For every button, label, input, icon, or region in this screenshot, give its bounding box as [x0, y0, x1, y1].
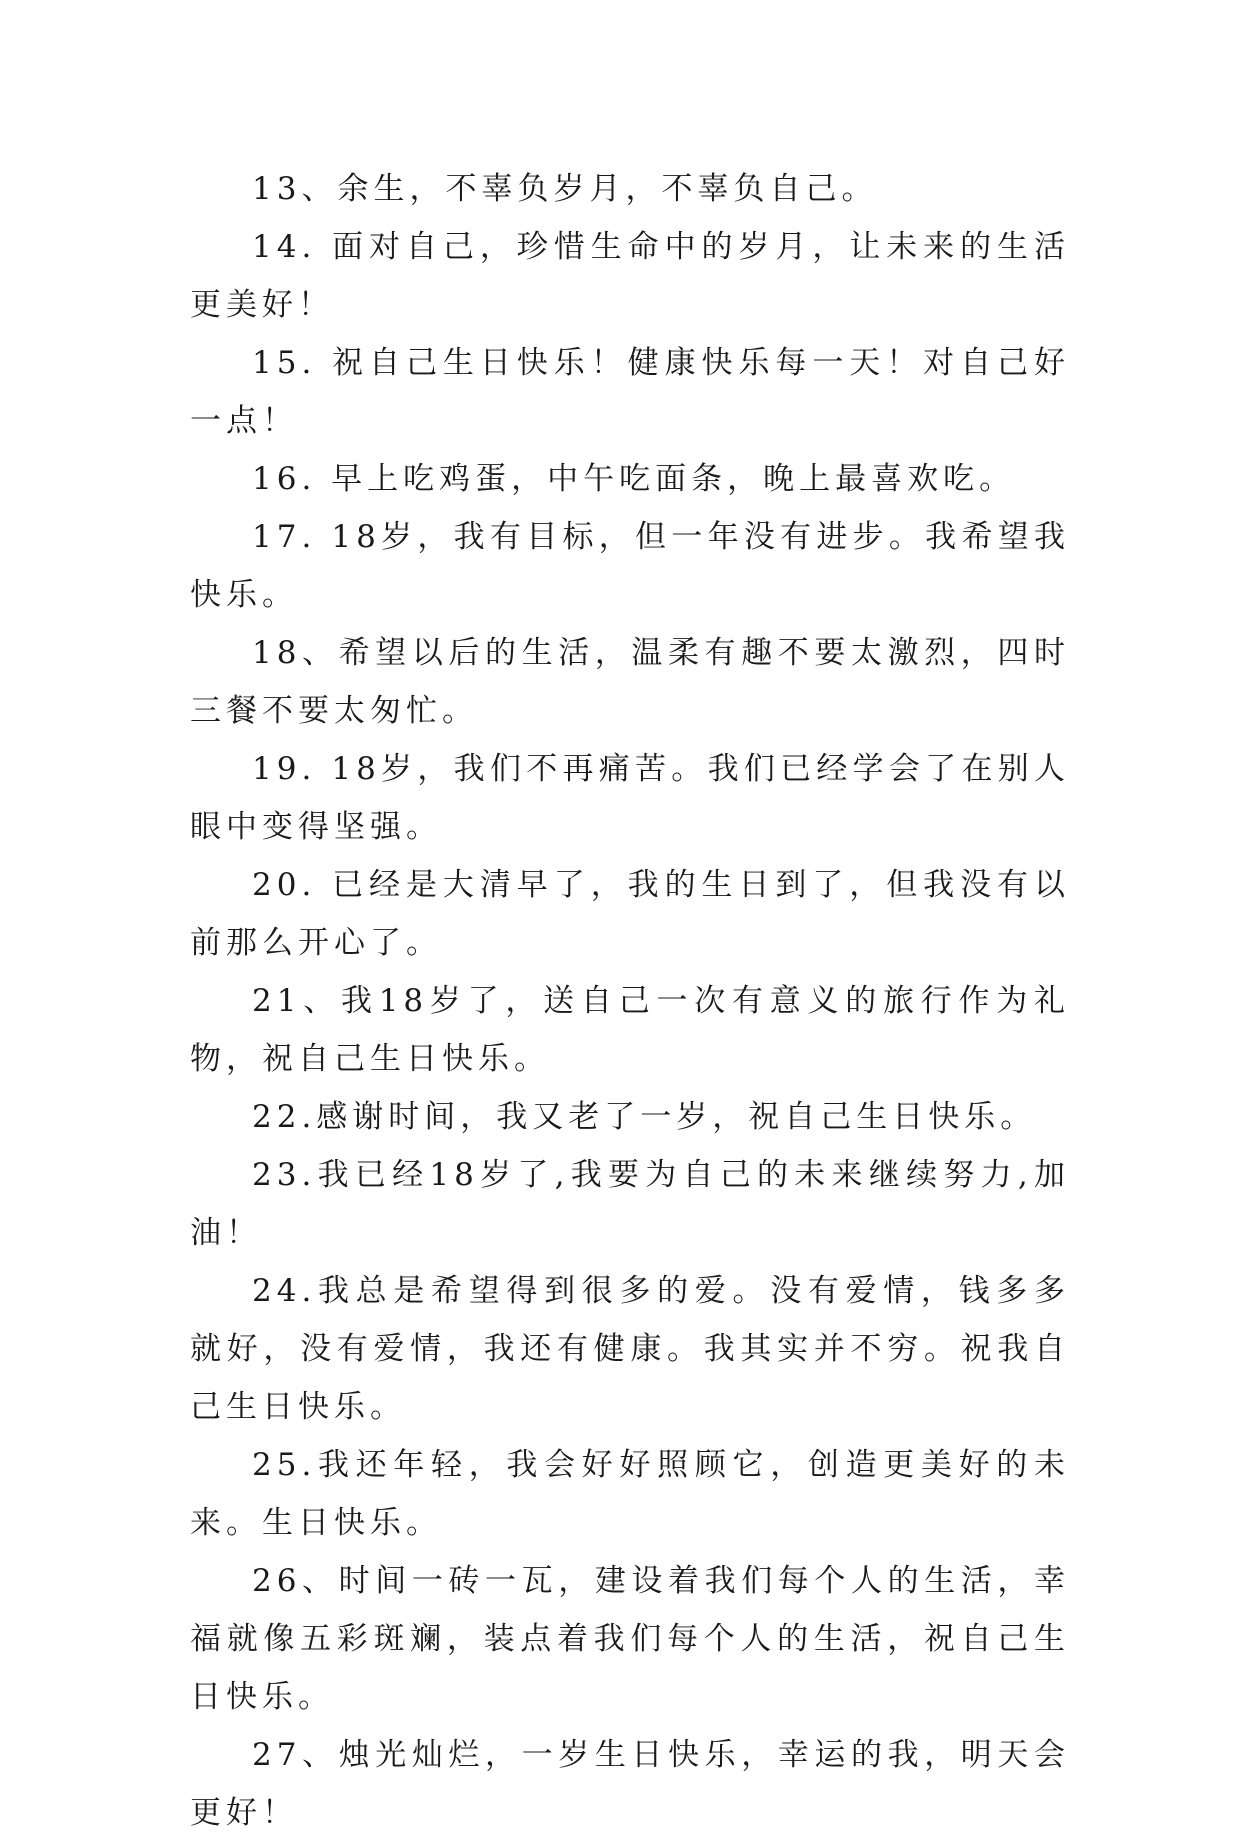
paragraph-17: 17. 18岁，我有目标，但一年没有进步。我希望我快乐。 [190, 519, 1070, 613]
paragraph-22: 22.感谢时间，我又老了一岁，祝自己生日快乐。 [252, 1099, 1037, 1135]
paragraph-15: 15. 祝自己生日快乐！健康快乐每一天！对自己好一点！ [190, 345, 1070, 439]
paragraph-21: 21、我18岁了，送自己一次有意义的旅行作为礼物，祝自己生日快乐。 [190, 983, 1070, 1077]
paragraph-26: 26、时间一砖一瓦，建设着我们每个人的生活，幸福就像五彩斑斓，装点着我们每个人的生活，祝自己生日快乐。 [190, 1563, 1070, 1715]
paragraph-18: 18、希望以后的生活，温柔有趣不要太激烈，四时三餐不要太匆忙。 [190, 635, 1070, 729]
paragraph-23: 23.我已经18岁了,我要为自己的未来继续努力,加油！ [190, 1157, 1070, 1251]
paragraph-14: 14. 面对自己，珍惜生命中的岁月，让未来的生活更美好！ [190, 229, 1070, 323]
paragraph-20: 20. 已经是大清早了，我的生日到了，但我没有以前那么开心了。 [190, 867, 1070, 961]
document-body [190, 160, 1070, 1842]
paragraph-25: 25.我还年轻，我会好好照顾它，创造更美好的未来。生日快乐。 [190, 1447, 1070, 1541]
paragraph-13: 13、余生，不辜负岁月，不辜负自己。 [252, 171, 878, 207]
paragraph-19: 19. 18岁，我们不再痛苦。我们已经学会了在别人眼中变得坚强。 [190, 751, 1070, 845]
paragraph-16: 16. 早上吃鸡蛋，中午吃面条，晚上最喜欢吃。 [252, 461, 1016, 497]
paragraph-27: 27、烛光灿烂，一岁生日快乐，幸运的我，明天会更好！ [190, 1737, 1070, 1831]
paragraph-24: 24.我总是希望得到很多的爱。没有爱情，钱多多就好，没有爱情，我还有健康。我其实并不穷。祝我自己生日快乐。 [190, 1273, 1070, 1425]
